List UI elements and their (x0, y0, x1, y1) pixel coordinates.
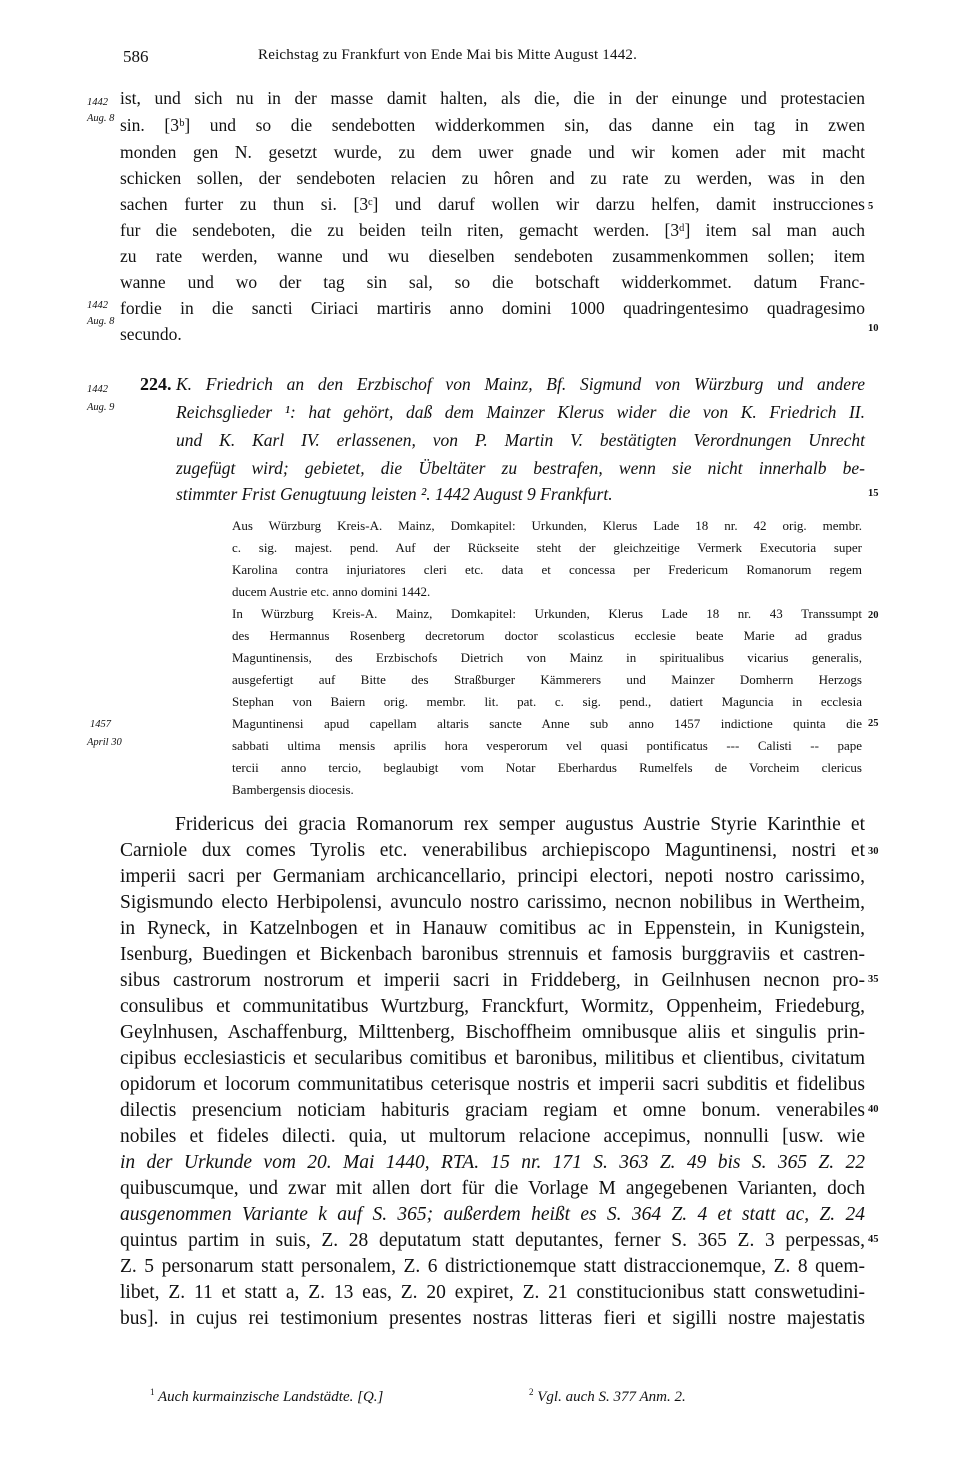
heading-line: und K. Karl IV. erlassenen, von P. Martin V. bestätigten Verordnungen Unrecht (176, 430, 865, 450)
text-line: fur die sendeboten, die zu beiden teiln riten, gemacht werden. [3ᵈ] item sal man auch (120, 220, 865, 240)
source-line: c. sig. majest. pend. Auf der Rückseite steht der gleichzeitige Vermerk Executoria super (232, 540, 862, 555)
source-line: Maguntinensis, des Erzbischofs Dietrich von Mainz in spiritualibus vicarius generalis, (232, 650, 862, 665)
body-line: sibus castrorum nostrorum et imperii sacri in Friddeberg, in Geilnhusen necnon pro- (120, 970, 865, 991)
text-line: monden gen N. gesetzt wurde, zu dem uwer gnade und wir komen ader mit macht (120, 142, 865, 162)
margin-year: 1442 (87, 97, 108, 108)
body-line: Geylnhusen, Aschaffenburg, Milttenberg, Bischoffheim omnibusque aliis et singulis prin- (120, 1022, 865, 1043)
body-line: in Ryneck, in Katzelnbogen et in Hanauw comitibus ac in Eppenstein, in Kunigstein, (120, 918, 865, 939)
footnote-text: Vgl. auch S. 377 Anm. 2. (537, 1389, 686, 1405)
source-line: Bambergensis diocesis. (232, 782, 354, 797)
body-line: bus]. in cujus rei testimonium presentes nostras litteras fieri et sigilli nostre majestatis (120, 1308, 865, 1329)
footnote-text: Auch kurmainzische Landstädte. [Q.] (157, 1389, 384, 1405)
line-number: 20 (868, 610, 879, 621)
heading-line: K. Friedrich an den Erzbischof von Mainz, Bf. Sigmund von Würzburg und andere (176, 374, 865, 394)
footnote-mark: 2 (529, 1387, 534, 1397)
margin-year: 1442 (87, 384, 108, 395)
text-line: schicken sollen, der sendeboten relacien zu hôren and zu rate zu werden, was in den (120, 168, 865, 188)
body-line: Carniole dux comes Tyrolis etc. venerabilibus archiepiscopo Maguntinensi, nostri et (120, 840, 865, 861)
source-line: Aus Würzburg Kreis-A. Mainz, Domkapitel: Urkunden, Klerus Lade 18 nr. 42 orig. membr. (232, 518, 862, 533)
body-line: ausgenommen Variante k auf S. 365; außerdem heißt es S. 364 Z. 4 et statt ac, Z. 24 (120, 1204, 865, 1225)
heading-line: stimmter Frist Genugtuung leisten ². 1442 August 9 Frankfurt. (176, 484, 613, 504)
document-number: 224. (140, 374, 172, 394)
margin-date: Aug. 8 (87, 316, 115, 327)
margin-date: Aug. 9 (87, 402, 115, 413)
body-line: nobiles et fideles dilecti. quia, ut multorum relacione accepimus, nonnulli [usw. wie (120, 1126, 865, 1147)
margin-year: 1457 (90, 719, 111, 730)
line-number: 15 (868, 488, 879, 499)
source-line: ducem Austrie etc. anno domini 1442. (232, 584, 431, 599)
margin-year: 1442 (87, 300, 108, 311)
body-line: libet, Z. 11 et statt a, Z. 13 eas, Z. 20 expiret, Z. 21 constitucionibus statt conswetudini- (120, 1282, 865, 1303)
margin-date: Aug. 8 (87, 113, 115, 124)
source-line: ausgefertigt auf Bitte des Straßburger Kämmerers und Mainzer Domherrn Herzogs (232, 672, 862, 687)
body-line: Fridericus dei gracia Romanorum rex semper augustus Austrie Styrie Karinthie et (175, 814, 865, 835)
body-line: opidorum et locorum communitatibus ceterisque nostris et imperii sacri subditis et fidelibus (120, 1074, 865, 1095)
footnote-2 (529, 1387, 686, 1406)
line-number: 5 (868, 201, 874, 212)
source-line: des Hermannus Rosenberg decretorum doctor scolasticus ecclesie beate Marie ad gradus (232, 628, 862, 643)
source-line: In Würzburg Kreis-A. Mainz, Domkapitel: Urkunden, Klerus Lade 18 nr. 43 Transsumpt (232, 606, 862, 621)
line-number: 45 (868, 1234, 879, 1245)
line-number: 25 (868, 718, 879, 729)
text-line: sachen furter zu thun si. [3ᶜ] und daruf wollen wir darzu helfen, damit instrucciones (120, 194, 865, 214)
line-number: 35 (868, 974, 879, 985)
body-line: consulibus et communitatibus Wurtzburg, Franckfurt, Wormitz, Oppenheim, Friedeburg, (120, 996, 865, 1017)
body-line: Z. 5 personarum statt personalem, Z. 6 districtionemque statt distraccionemque, Z. 8 quem- (120, 1256, 865, 1277)
footnote-1 (150, 1387, 383, 1406)
footnote-mark: 1 (150, 1387, 155, 1397)
source-line: Stephan von Baiern orig. membr. lit. pat. c. sig. pend., datiert Maguncia in ecclesia (232, 694, 862, 709)
source-line: Maguntinensi apud capellam altaris sancte Anne sub anno 1457 indictione quinta die (232, 716, 862, 731)
text-line: wanne und wo der tag sin sal, so die botschaft widderkommet. datum Franc- (120, 272, 865, 292)
source-line: tercii anno tercio, beglaubigt vom Notar Eberhardus Rumelfels de Vorcheim clericus (232, 760, 862, 775)
line-number: 10 (868, 323, 879, 334)
line-number: 40 (868, 1104, 879, 1115)
body-line: dilectis presencium noticiam habituris graciam regiam et omne bonum. venerabiles (120, 1100, 865, 1121)
text-line: zu rate werden, wanne und wu dieselben sendeboten zusammenkommen sollen; item (120, 246, 865, 266)
source-line: sabbati ultima mensis aprilis hora vesperorum vel quasi pontificatus --- Calisti -- pape (232, 738, 862, 753)
text-line: ist, und sich nu in der masse damit halten, als die, die in der einunge und protestacien (120, 88, 865, 108)
source-line: Karolina contra injuriatores cleri etc. data et concessa per Fredericum Romanorum regem (232, 562, 862, 577)
body-line: quintus partim in suis, Z. 28 deputatum statt deputantes, ferner S. 365 Z. 3 perpessas, (120, 1230, 865, 1251)
heading-line: zugefügt wird; gebietet, die Übeltäter zu bestrafen, wenn sie nicht innerhalb be- (176, 458, 865, 478)
body-line: in der Urkunde vom 20. Mai 1440, RTA. 15 nr. 171 S. 363 Z. 49 bis S. 365 Z. 22 (120, 1152, 865, 1173)
body-line: Sigismundo electo Herbipolensi, avunculo nostro carissimo, necnon nobilibus in Wertheim, (120, 892, 865, 913)
body-line: quibuscumque, und zwar mit allen dort für die Vorlage M angegebenen Varianten, doch (120, 1178, 865, 1199)
text-line: fordie in die sancti Ciriaci martiris anno domini 1000 quadringentesimo quadragesimo (120, 298, 865, 318)
heading-line: Reichsglieder ¹: hat gehört, daß dem Mainzer Klerus wider die von K. Friedrich II. (176, 402, 865, 422)
body-line: Isenburg, Buedingen et Bickenbach baronibus strennuis et famosis burggraviis et castren- (120, 944, 865, 965)
margin-date: April 30 (87, 737, 122, 748)
body-line: imperii sacri per Germaniam archicancellario, principi electori, nepoti nostro carissimo, (120, 866, 865, 887)
body-line: cipibus ecclesiasticis et secularibus comitibus et baronibus, militibus et clientibus, civitatum (120, 1048, 865, 1069)
text-line: sin. [3ᵇ] und so die sendebotten widderkommen sin, das danne ein tag in zwen (120, 115, 865, 135)
text-line: secundo. (120, 324, 182, 344)
page-number: 586 (123, 47, 149, 66)
running-title: Reichstag zu Frankfurt von Ende Mai bis Mitte August 1442. (258, 47, 638, 63)
line-number: 30 (868, 846, 879, 857)
